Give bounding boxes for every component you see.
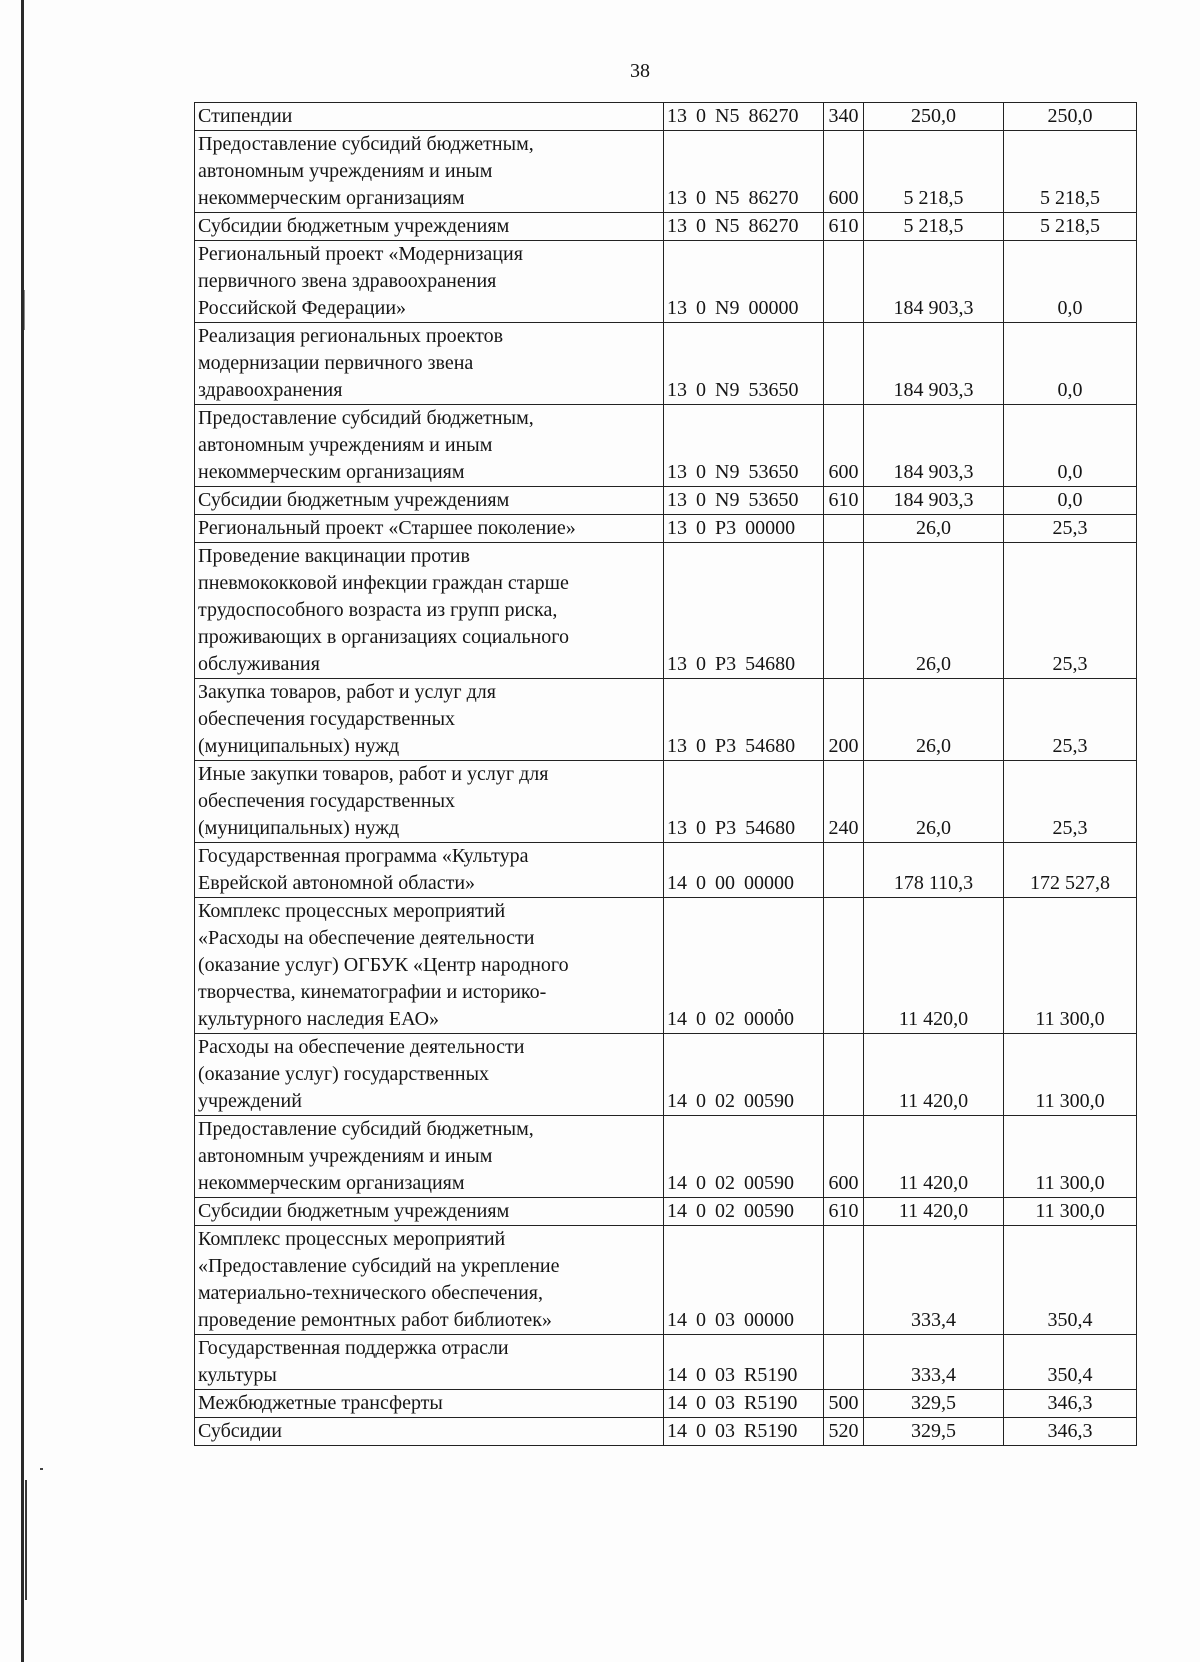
amount-year-2-cell: 250,0 <box>1004 103 1137 131</box>
page-number: 38 <box>630 60 650 82</box>
amount-year-2-cell: 346,3 <box>1004 1418 1137 1446</box>
amount-year-1-cell: 184 903,3 <box>864 405 1004 487</box>
amount-year-1-cell: 250,0 <box>864 103 1004 131</box>
expense-type-cell: 340 <box>824 103 864 131</box>
amount-year-1-cell: 5 218,5 <box>864 213 1004 241</box>
expense-type-cell <box>824 543 864 679</box>
table-row <box>195 487 1137 515</box>
amount-year-2-cell: 11 300,0 <box>1004 898 1137 1034</box>
row-name-cell: Комплекс процессных мероприятий «Предоставление субсидий на укрепление материально-технического обеспечения, проведение ремонтных работ библиотек» <box>195 1226 664 1335</box>
expense-type-cell: 200 <box>824 679 864 761</box>
amount-year-1-cell: 184 903,3 <box>864 323 1004 405</box>
table-row <box>195 1226 1137 1335</box>
expense-type-cell: 240 <box>824 761 864 843</box>
row-name-cell: Закупка товаров, работ и услуг для обеспечения государственных (муниципальных) нужд <box>195 679 664 761</box>
scan-edge-mark <box>25 1480 27 1600</box>
amount-year-1-cell: 26,0 <box>864 761 1004 843</box>
amount-year-1-cell: 5 218,5 <box>864 131 1004 213</box>
expense-type-cell: 600 <box>824 131 864 213</box>
amount-year-2-cell: 25,3 <box>1004 515 1137 543</box>
amount-year-1-cell: 11 420,0 <box>864 1198 1004 1226</box>
table-row <box>195 843 1137 898</box>
table-row <box>195 898 1137 1034</box>
row-name-cell: Предоставление субсидий бюджетным, автономным учреждениям и иным некоммерческим организациям <box>195 405 664 487</box>
target-article-code-cell: 13 0 P3 54680 <box>664 543 824 679</box>
table-row <box>195 131 1137 213</box>
expense-type-cell <box>824 1335 864 1390</box>
target-article-code-cell: 13 0 N9 53650 <box>664 487 824 515</box>
row-name-cell: Межбюджетные трансферты <box>195 1390 664 1418</box>
expense-type-cell <box>824 1226 864 1335</box>
amount-year-2-cell: 5 218,5 <box>1004 131 1137 213</box>
amount-year-2-cell: 0,0 <box>1004 487 1137 515</box>
table-row <box>195 1034 1137 1116</box>
row-name-cell: Государственная поддержка отрасли культуры <box>195 1335 664 1390</box>
amount-year-1-cell: 26,0 <box>864 679 1004 761</box>
expense-type-cell: 600 <box>824 1116 864 1198</box>
amount-year-2-cell: 350,4 <box>1004 1226 1137 1335</box>
table-row <box>195 515 1137 543</box>
amount-year-2-cell: 25,3 <box>1004 761 1137 843</box>
amount-year-2-cell: 11 300,0 <box>1004 1116 1137 1198</box>
amount-year-2-cell: 25,3 <box>1004 679 1137 761</box>
table-row <box>195 1116 1137 1198</box>
expense-type-cell: 520 <box>824 1418 864 1446</box>
amount-year-2-cell: 11 300,0 <box>1004 1198 1137 1226</box>
amount-year-1-cell: 333,4 <box>864 1226 1004 1335</box>
amount-year-2-cell: 5 218,5 <box>1004 213 1137 241</box>
row-name-cell: Стипендии <box>195 103 664 131</box>
row-name-cell: Проведение вакцинации против пневмококковой инфекции граждан старше трудоспособного возраста из групп риска, проживающих в организациях социального обслуживания <box>195 543 664 679</box>
target-article-code-cell: 13 0 N9 53650 <box>664 405 824 487</box>
amount-year-2-cell: 25,3 <box>1004 543 1137 679</box>
target-article-code-cell: 14 0 03 R5190 <box>664 1335 824 1390</box>
amount-year-1-cell: 26,0 <box>864 543 1004 679</box>
row-name-cell: Региональный проект «Модернизация первичного звена здравоохранения Российской Федерации» <box>195 241 664 323</box>
target-article-code-cell: 14 0 02 00000 <box>664 898 824 1034</box>
row-name-cell: Региональный проект «Старшее поколение» <box>195 515 664 543</box>
target-article-code-cell: 13 0 N5 86270 <box>664 131 824 213</box>
target-article-code-cell: 13 0 P3 00000 <box>664 515 824 543</box>
target-article-code-cell: 14 0 02 00590 <box>664 1116 824 1198</box>
target-article-code-cell: 13 0 P3 54680 <box>664 679 824 761</box>
expense-type-cell: 600 <box>824 405 864 487</box>
expense-type-cell: 610 <box>824 1198 864 1226</box>
row-name-cell: Предоставление субсидий бюджетным, автономным учреждениям и иным некоммерческим организациям <box>195 131 664 213</box>
expense-type-cell <box>824 843 864 898</box>
row-name-cell: Государственная программа «Культура Еврейской автономной области» <box>195 843 664 898</box>
target-article-code-cell: 13 0 P3 54680 <box>664 761 824 843</box>
expense-type-cell: 610 <box>824 487 864 515</box>
amount-year-2-cell: 346,3 <box>1004 1390 1137 1418</box>
amount-year-1-cell: 26,0 <box>864 515 1004 543</box>
amount-year-1-cell: 329,5 <box>864 1418 1004 1446</box>
target-article-code-cell: 14 0 03 00000 <box>664 1226 824 1335</box>
amount-year-2-cell: 0,0 <box>1004 323 1137 405</box>
budget-table-body <box>195 103 1137 1446</box>
target-article-code-cell: 14 0 03 R5190 <box>664 1390 824 1418</box>
scan-speck <box>40 1468 43 1470</box>
amount-year-1-cell: 184 903,3 <box>864 241 1004 323</box>
table-row <box>195 761 1137 843</box>
row-name-cell: Субсидии бюджетным учреждениям <box>195 213 664 241</box>
table-row <box>195 241 1137 323</box>
table-row <box>195 323 1137 405</box>
amount-year-1-cell: 333,4 <box>864 1335 1004 1390</box>
expense-type-cell <box>824 515 864 543</box>
target-article-code-cell: 14 0 02 00590 <box>664 1034 824 1116</box>
amount-year-2-cell: 172 527,8 <box>1004 843 1137 898</box>
target-article-code-cell: 13 0 N9 53650 <box>664 323 824 405</box>
amount-year-2-cell: 350,4 <box>1004 1335 1137 1390</box>
row-name-cell: Реализация региональных проектов модернизации первичного звена здравоохранения <box>195 323 664 405</box>
target-article-code-cell: 14 0 02 00590 <box>664 1198 824 1226</box>
target-article-code-cell: 13 0 N5 86270 <box>664 213 824 241</box>
row-name-cell: Предоставление субсидий бюджетным, автономным учреждениям и иным некоммерческим организациям <box>195 1116 664 1198</box>
row-name-cell: Субсидии бюджетным учреждениям <box>195 1198 664 1226</box>
row-name-cell: Комплекс процессных мероприятий «Расходы на обеспечение деятельности (оказание услуг) ОГБУК «Центр народного творчества, кинематографии и историко- культурного наследия ЕАО» <box>195 898 664 1034</box>
expense-type-cell <box>824 323 864 405</box>
table-row <box>195 543 1137 679</box>
table-row <box>195 1335 1137 1390</box>
amount-year-2-cell: 11 300,0 <box>1004 1034 1137 1116</box>
table-row <box>195 103 1137 131</box>
table-row <box>195 1390 1137 1418</box>
expense-type-cell <box>824 1034 864 1116</box>
target-article-code-cell: 13 0 N5 86270 <box>664 103 824 131</box>
table-row <box>195 679 1137 761</box>
table-row <box>195 405 1137 487</box>
row-name-cell: Иные закупки товаров, работ и услуг для обеспечения государственных (муниципальных) нужд <box>195 761 664 843</box>
amount-year-2-cell: 0,0 <box>1004 241 1137 323</box>
amount-year-2-cell: 0,0 <box>1004 405 1137 487</box>
target-article-code-cell: 13 0 N9 00000 <box>664 241 824 323</box>
amount-year-1-cell: 184 903,3 <box>864 487 1004 515</box>
table-row <box>195 1418 1137 1446</box>
row-name-cell: Расходы на обеспечение деятельности (оказание услуг) государственных учреждений <box>195 1034 664 1116</box>
expense-type-cell <box>824 241 864 323</box>
table-row <box>195 1198 1137 1226</box>
scan-edge-line <box>21 0 24 1662</box>
target-article-code-cell: 14 0 00 00000 <box>664 843 824 898</box>
expense-type-cell: 500 <box>824 1390 864 1418</box>
amount-year-1-cell: 11 420,0 <box>864 1116 1004 1198</box>
amount-year-1-cell: 11 420,0 <box>864 898 1004 1034</box>
target-article-code-cell: 14 0 03 R5190 <box>664 1418 824 1446</box>
table-row <box>195 213 1137 241</box>
budget-table <box>194 102 1137 1446</box>
scan-edge-mark <box>24 290 25 330</box>
expense-type-cell: 610 <box>824 213 864 241</box>
amount-year-1-cell: 178 110,3 <box>864 843 1004 898</box>
expense-type-cell <box>824 898 864 1034</box>
amount-year-1-cell: 11 420,0 <box>864 1034 1004 1116</box>
row-name-cell: Субсидии бюджетным учреждениям <box>195 487 664 515</box>
row-name-cell: Субсидии <box>195 1418 664 1446</box>
amount-year-1-cell: 329,5 <box>864 1390 1004 1418</box>
